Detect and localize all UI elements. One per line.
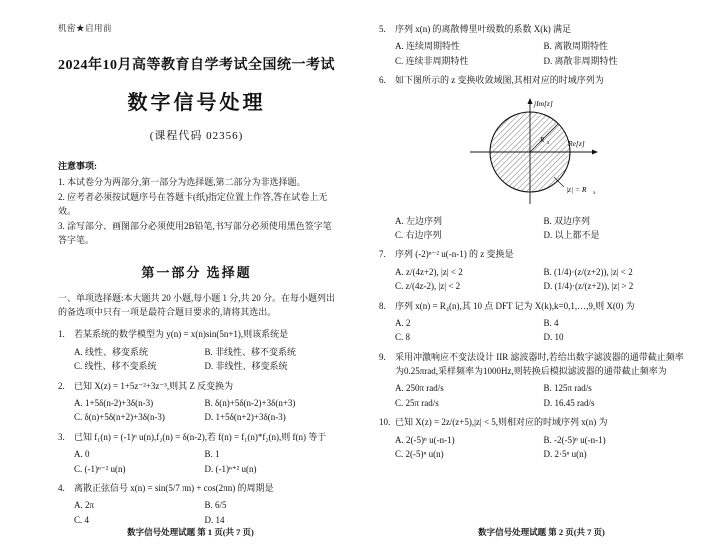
option[interactable]: D. 以上都不是 (543, 229, 600, 240)
question-item (379, 73, 692, 87)
question-text: 已知 X(z) = 1+5z⁻²+3z⁻³,则其 Z 反变换为 (74, 380, 234, 391)
option[interactable]: B. 125π rad/s (543, 383, 592, 394)
note-item: 3. 涂写部分、画图部分必须使用2B铅笔,书写部分必须使用黑色签字笔答字笔。 (58, 220, 332, 245)
confidential-mark: 机密★启用前 (58, 23, 113, 33)
option[interactable]: D. (-1)ⁿ⁺² u(n) (204, 463, 257, 474)
question-options (379, 316, 692, 345)
option[interactable]: C. 25π rad/s (395, 397, 439, 408)
option[interactable]: A. 250π rad/s (395, 383, 444, 394)
roc-radius-label: R (539, 135, 544, 144)
page-footer-left: 数字信号处理试题 第 1 页(共 7 页) (127, 527, 254, 537)
question-item (379, 299, 692, 313)
question-text: 若某系统的数学模型为 y(n) = x(n)sin(5n+1),则该系统是 (74, 329, 289, 340)
question-item (379, 22, 692, 36)
option[interactable]: D. 14 (204, 514, 225, 525)
question-number: 10. (379, 417, 391, 428)
exam-subject-title: 数字信号处理 (127, 92, 266, 114)
question-number: 6. (379, 75, 386, 86)
option[interactable]: A. 左边序列 (395, 215, 442, 226)
section-instructions: 一、单项选择题:本大题共 20 小题,每小题 1 分,共 20 分。在每小题列出的备选项中只有一项是最符合题目要求的,请将其选出。 (58, 292, 336, 318)
option[interactable]: D. 离散非周期特性 (543, 55, 618, 66)
option[interactable]: B. 非线性、移不变系统 (204, 346, 297, 357)
option[interactable]: C. z/(4z-2), |z| < 2 (395, 281, 461, 292)
option[interactable]: A. 2(-5)ⁿ u(-n-1) (395, 434, 455, 445)
question-text: 如下图所示的 z 变换收敛域图,其相对应的时域序列为 (395, 75, 604, 86)
option[interactable]: C. 右边序列 (395, 229, 442, 240)
question-text: 序列 x(n) = R₄(n),其 10 点 DFT 记为 X(k),k=0,1,…,9,则 X(0) 为 (395, 300, 635, 311)
question-item (58, 430, 335, 444)
page-column-right (361, 0, 722, 550)
question-options (379, 381, 692, 410)
question-item (379, 415, 692, 429)
question-item (379, 247, 692, 261)
question-text: 离散正弦信号 x(n) = sin(5/7 πn) + cos(2πn) 的周期是 (74, 482, 274, 493)
part-one-title: 第一部分 选择题 (141, 264, 252, 280)
option[interactable]: B. 双边序列 (543, 215, 591, 226)
option[interactable]: C. 2(-5)ⁿ u(n) (395, 449, 444, 460)
roc-real-axis-label: Re[z] (567, 138, 585, 148)
option[interactable]: A. 2π (74, 500, 95, 511)
option[interactable]: A. 连续周期特性 (395, 41, 460, 52)
question-number: 1. (58, 329, 65, 340)
question-number: 9. (379, 351, 386, 362)
question-options (58, 396, 335, 425)
option[interactable]: B. 4 (543, 317, 559, 328)
option[interactable]: D. 1+5δ(n+2)+3δ(n-3) (204, 412, 286, 423)
option[interactable]: D. 2·5ⁿ u(n) (543, 449, 587, 460)
question-number: 8. (379, 300, 386, 311)
question-item (58, 327, 335, 341)
question-item (58, 379, 335, 393)
question-number: 5. (379, 24, 386, 34)
question-options (58, 345, 335, 374)
roc-disk-diagram (456, 92, 616, 210)
question-text: 已知 X(z) = 2z/(z+5),|z| < 5,则相对应的时域序列 x(n) 为 (395, 417, 608, 428)
svg-text:x: x (546, 140, 549, 146)
roc-figure (379, 92, 692, 210)
exam-title-line1: 2024年10月高等教育自学考试全国统一考试 (58, 58, 335, 73)
option[interactable]: A. 1+5δ(n-2)+3δ(n-3) (74, 398, 154, 409)
option[interactable]: C. δ(n)+5δ(n+2)+3δ(n-3) (74, 412, 165, 423)
course-code: (课程代码 02356) (149, 130, 244, 142)
question-number: 7. (379, 249, 386, 260)
notes-heading: 注意事项: (58, 161, 97, 171)
option[interactable]: C. 线性、移不变系统 (74, 361, 157, 372)
option[interactable]: B. 6/5 (204, 500, 227, 511)
option[interactable]: A. 线性、移变系统 (74, 346, 148, 357)
option[interactable]: B. (1/4)·(z/(z+2)), |z| < 2 (543, 266, 633, 277)
page-footer-right: 数字信号处理试题 第 2 页(共 7 页) (478, 527, 605, 537)
option[interactable]: D. 16.45 rad/s (543, 397, 595, 408)
option[interactable]: C. (-1)ⁿ⁻² u(n) (74, 463, 126, 474)
question-options (379, 265, 692, 294)
option[interactable]: B. 离散周期特性 (543, 41, 609, 52)
option[interactable]: B. -2(-5)ⁿ u(-n-1) (543, 434, 606, 445)
option[interactable]: D. 10 (543, 332, 564, 343)
svg-text:x: x (592, 190, 595, 196)
option[interactable]: C. 8 (395, 332, 411, 343)
roc-imaginary-axis-label: jIm[z] (533, 98, 553, 108)
option[interactable]: B. 1 (204, 449, 220, 460)
option[interactable]: B. δ(n)+5δ(n-2)+3δ(n+3) (204, 398, 296, 409)
question-options (379, 214, 692, 243)
note-item: 1. 本试卷分为两部分,第一部分为选择题,第二部分为非选择题。 (58, 177, 306, 187)
question-text: 序列 (-2)ⁿ⁻² u(-n-1) 的 z 变换是 (395, 249, 514, 260)
question-number: 3. (58, 431, 65, 442)
question-options (58, 498, 335, 527)
question-item (58, 481, 335, 495)
question-number: 4. (58, 482, 65, 493)
question-text: 序列 x(n) 的离散傅里叶级数的系数 X(k) 满足 (395, 24, 571, 34)
question-number: 2. (58, 380, 65, 391)
question-options (379, 433, 692, 462)
question-options (58, 447, 335, 476)
option[interactable]: D. 非线性、移变系统 (204, 361, 288, 372)
question-item (379, 350, 692, 379)
option[interactable]: C. 连续非周期特性 (395, 55, 469, 66)
roc-condition-label: |z| = R (565, 184, 586, 194)
question-text: 已知 f₁(n) = (-1)ⁿ u(n),f₂(n) = δ(n-2),若 f(n) = f₁(n)*f₂(n),则 f(n) 等于 (74, 431, 327, 442)
note-item: 2. 应考者必须按试题序号在答题卡(纸)指定位置上作答,答在试卷上无效。 (58, 191, 328, 216)
option[interactable]: C. 4 (74, 514, 90, 525)
option[interactable]: A. 0 (74, 449, 90, 460)
question-options (379, 39, 692, 68)
option[interactable]: A. 2 (395, 317, 411, 328)
option[interactable]: D. (1/4)·(z/(z+2)), |z| > 2 (543, 281, 634, 292)
question-text: 采用冲激响应不变法设计 IIR 滤波器时,若给出数字滤波器的通带截止频率为0.25πrad,采样频率为1000Hz,则转换后模拟滤波器的通带截止频率为 (395, 351, 684, 377)
option[interactable]: A. z/(4z+2), |z| < 2 (395, 266, 463, 277)
